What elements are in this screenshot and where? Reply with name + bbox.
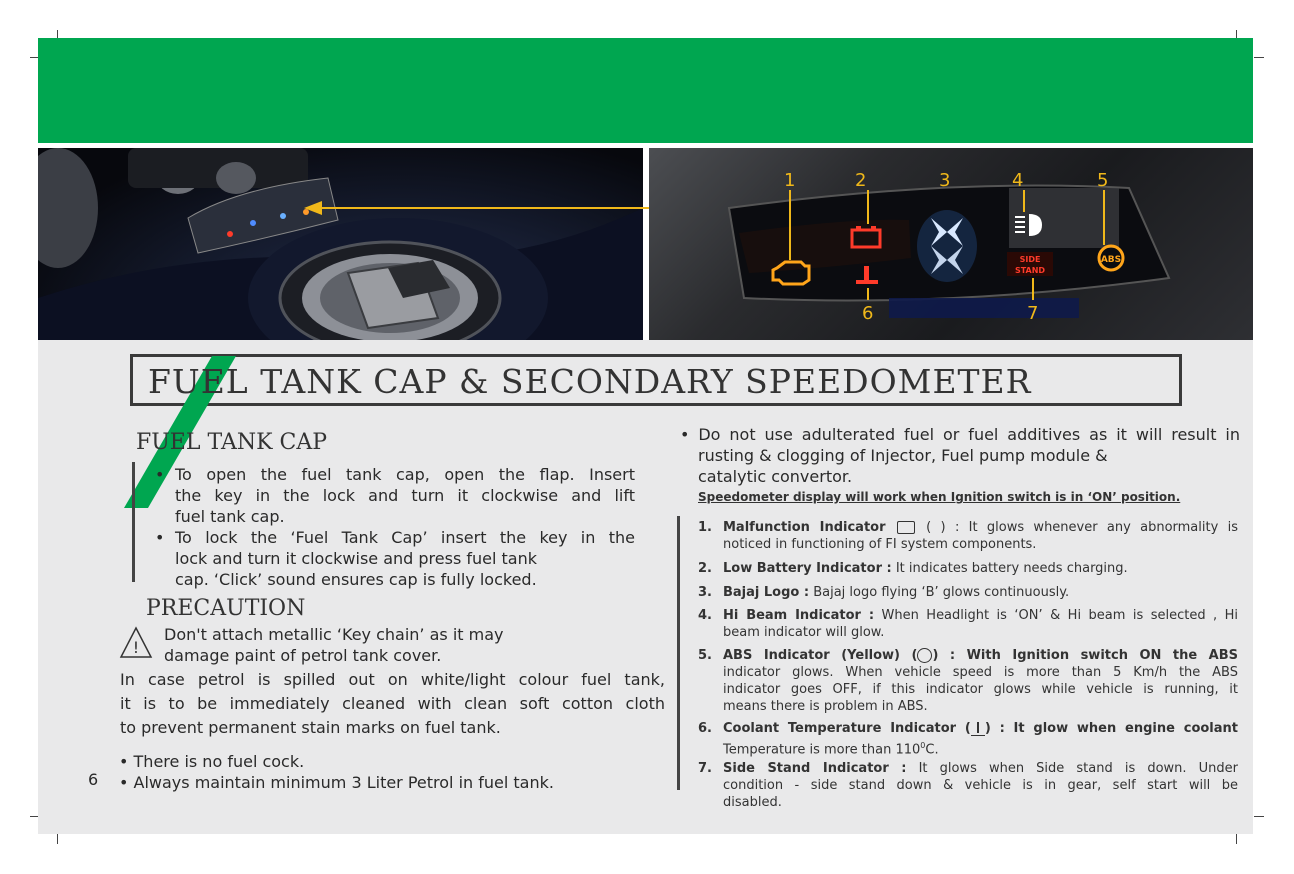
precaution-heading: PRECAUTION bbox=[146, 596, 306, 621]
indicator-item-coolant bbox=[698, 720, 1238, 758]
text-line: fuel tank cap. bbox=[175, 507, 285, 526]
abs-icon bbox=[917, 648, 932, 663]
callout-3: 3 bbox=[939, 170, 951, 191]
coolant-icon bbox=[971, 722, 985, 736]
note-item: • Always maintain minimum 3 Liter Petrol in fuel tank. bbox=[119, 773, 554, 792]
cap-bullet-lock bbox=[155, 527, 635, 590]
callout-7: 7 bbox=[1027, 303, 1039, 324]
item-title: Side Stand Indicator : bbox=[723, 761, 907, 776]
text-line: ( ) : It glows whenever any abnormality is bbox=[926, 520, 1238, 535]
text-line: It glows when Side stand is down. Under bbox=[918, 761, 1238, 776]
text-line: lock and turn it clockwise and press fuel tank bbox=[175, 549, 538, 568]
fuel-tank-cap-heading: FUEL TANK CAP bbox=[136, 430, 328, 455]
text-line: it is to be immediately cleaned with clean soft cotton cloth bbox=[120, 694, 665, 713]
callout-5: 5 bbox=[1097, 170, 1109, 191]
item-title: Coolant Temperature Indicator ( bbox=[723, 721, 971, 736]
crop-mark bbox=[1236, 834, 1237, 844]
item-title: Hi Beam Indicator : bbox=[723, 608, 875, 623]
svg-text:SIDE: SIDE bbox=[1019, 255, 1041, 264]
crop-mark bbox=[1254, 57, 1264, 58]
svg-text:STAND: STAND bbox=[1014, 266, 1046, 275]
indicator-item-side-stand bbox=[698, 760, 1238, 811]
text-line: It indicates battery needs charging. bbox=[895, 561, 1128, 576]
precaution-warning bbox=[164, 624, 634, 666]
svg-text:!: ! bbox=[132, 638, 140, 657]
indicator-item-abs bbox=[698, 647, 1238, 715]
text-line: cap. ‘Click’ sound ensures cap is fully locked. bbox=[175, 570, 537, 589]
text-line: Temperature is more than 110 bbox=[723, 742, 921, 758]
item-title: Malfunction Indicator bbox=[723, 520, 886, 535]
item-number: 5. bbox=[698, 648, 712, 663]
text-line: To open the fuel tank cap, open the flap. Insert bbox=[175, 465, 635, 484]
item-number: 4. bbox=[698, 608, 712, 623]
text-line: To lock the ‘Fuel Tank Cap’ insert the key in the bbox=[175, 528, 635, 547]
text-line: the key in the lock and turn it clockwise and lift bbox=[175, 486, 635, 505]
section-rule bbox=[132, 462, 135, 582]
text-line: Don't attach metallic ‘Key chain’ as it may bbox=[164, 625, 504, 644]
item-number: 1. bbox=[698, 520, 712, 535]
text-line: means there is problem in ABS. bbox=[723, 699, 928, 714]
item-number: 7. bbox=[698, 761, 712, 776]
note-item: • There is no fuel cock. bbox=[119, 752, 305, 771]
text-line: indicator goes OFF, if this indicator glows while vehicle is running, it bbox=[723, 682, 1238, 697]
spill-instructions bbox=[120, 668, 665, 740]
bullet-dot: • bbox=[155, 528, 165, 547]
callout-1: 1 bbox=[784, 170, 796, 191]
fuel-tank-photo bbox=[38, 148, 643, 340]
indicator-item-malfunction bbox=[698, 519, 1238, 553]
svg-text:ABS: ABS bbox=[1100, 255, 1122, 265]
text-line: condition - side stand down & vehicle is in gear, self start will be bbox=[723, 778, 1238, 793]
page-title: FUEL TANK CAP & SECONDARY SPEEDOMETER bbox=[148, 362, 1032, 401]
callout-6: 6 bbox=[862, 303, 874, 324]
page-number: 6 bbox=[88, 770, 99, 789]
text-line: Bajaj logo flying ‘B’ glows continuously. bbox=[813, 585, 1070, 600]
text-line: disabled. bbox=[723, 795, 782, 810]
item-title: Low Battery Indicator : bbox=[723, 561, 892, 576]
text-line: indicator glows. When vehicle speed is more than 5 Km/h the ABS bbox=[723, 665, 1238, 680]
header-banner bbox=[38, 38, 1253, 143]
indicator-cluster-photo bbox=[649, 148, 1253, 340]
speedometer-note: Speedometer display will work when Ignition switch is in ‘ON’ position. bbox=[698, 490, 1181, 504]
text-line: When Headlight is ‘ON’ & Hi beam is selected , Hi bbox=[881, 608, 1239, 623]
section-rule bbox=[677, 516, 680, 790]
bullet-dot: • bbox=[155, 465, 165, 484]
text-line: • Do not use adulterated fuel or fuel additives as it will result in bbox=[680, 425, 1240, 444]
item-number: 6. bbox=[698, 721, 712, 736]
crop-mark bbox=[57, 834, 58, 844]
bajaj-logo-icon bbox=[917, 210, 977, 282]
crop-mark bbox=[1254, 816, 1264, 817]
indicator-cluster-illustration bbox=[649, 148, 1253, 340]
text-line: In case petrol is spilled out on white/light colour fuel tank, bbox=[120, 670, 665, 689]
text-line: damage paint of petrol tank cover. bbox=[164, 646, 442, 665]
text-line: catalytic convertor. bbox=[698, 467, 853, 486]
item-title: Bajaj Logo : bbox=[723, 585, 810, 600]
text-line: rusting & clogging of Injector, Fuel pump module & bbox=[698, 446, 1108, 465]
warning-icon bbox=[119, 626, 153, 660]
text-line: beam indicator will glow. bbox=[723, 625, 885, 640]
text-line: noticed in functioning of FI system components. bbox=[723, 537, 1037, 552]
indicator-item-low-battery bbox=[698, 560, 1238, 577]
adulterated-fuel-note bbox=[680, 424, 1240, 487]
item-number: 3. bbox=[698, 585, 712, 600]
callout-4: 4 bbox=[1012, 170, 1024, 191]
text-line: ) : It glow when engine coolant bbox=[984, 721, 1238, 736]
callout-2: 2 bbox=[855, 170, 867, 191]
side-stand-icon bbox=[1007, 252, 1053, 276]
indicator-item-hi-beam bbox=[698, 607, 1238, 641]
text-line: ) : With Ignition switch ON the ABS bbox=[932, 648, 1239, 663]
item-title: ABS Indicator (Yellow) ( bbox=[723, 648, 918, 663]
notes-list bbox=[119, 751, 659, 793]
fuel-tank-illustration bbox=[38, 148, 643, 340]
text-line: to prevent permanent stain marks on fuel tank. bbox=[120, 718, 501, 737]
indicator-item-bajaj-logo bbox=[698, 584, 1238, 601]
text-line: C. bbox=[925, 742, 939, 758]
item-number: 2. bbox=[698, 561, 712, 576]
cap-bullet-open bbox=[155, 464, 635, 527]
engine-icon bbox=[897, 521, 915, 534]
superscript: 0 bbox=[920, 741, 926, 750]
